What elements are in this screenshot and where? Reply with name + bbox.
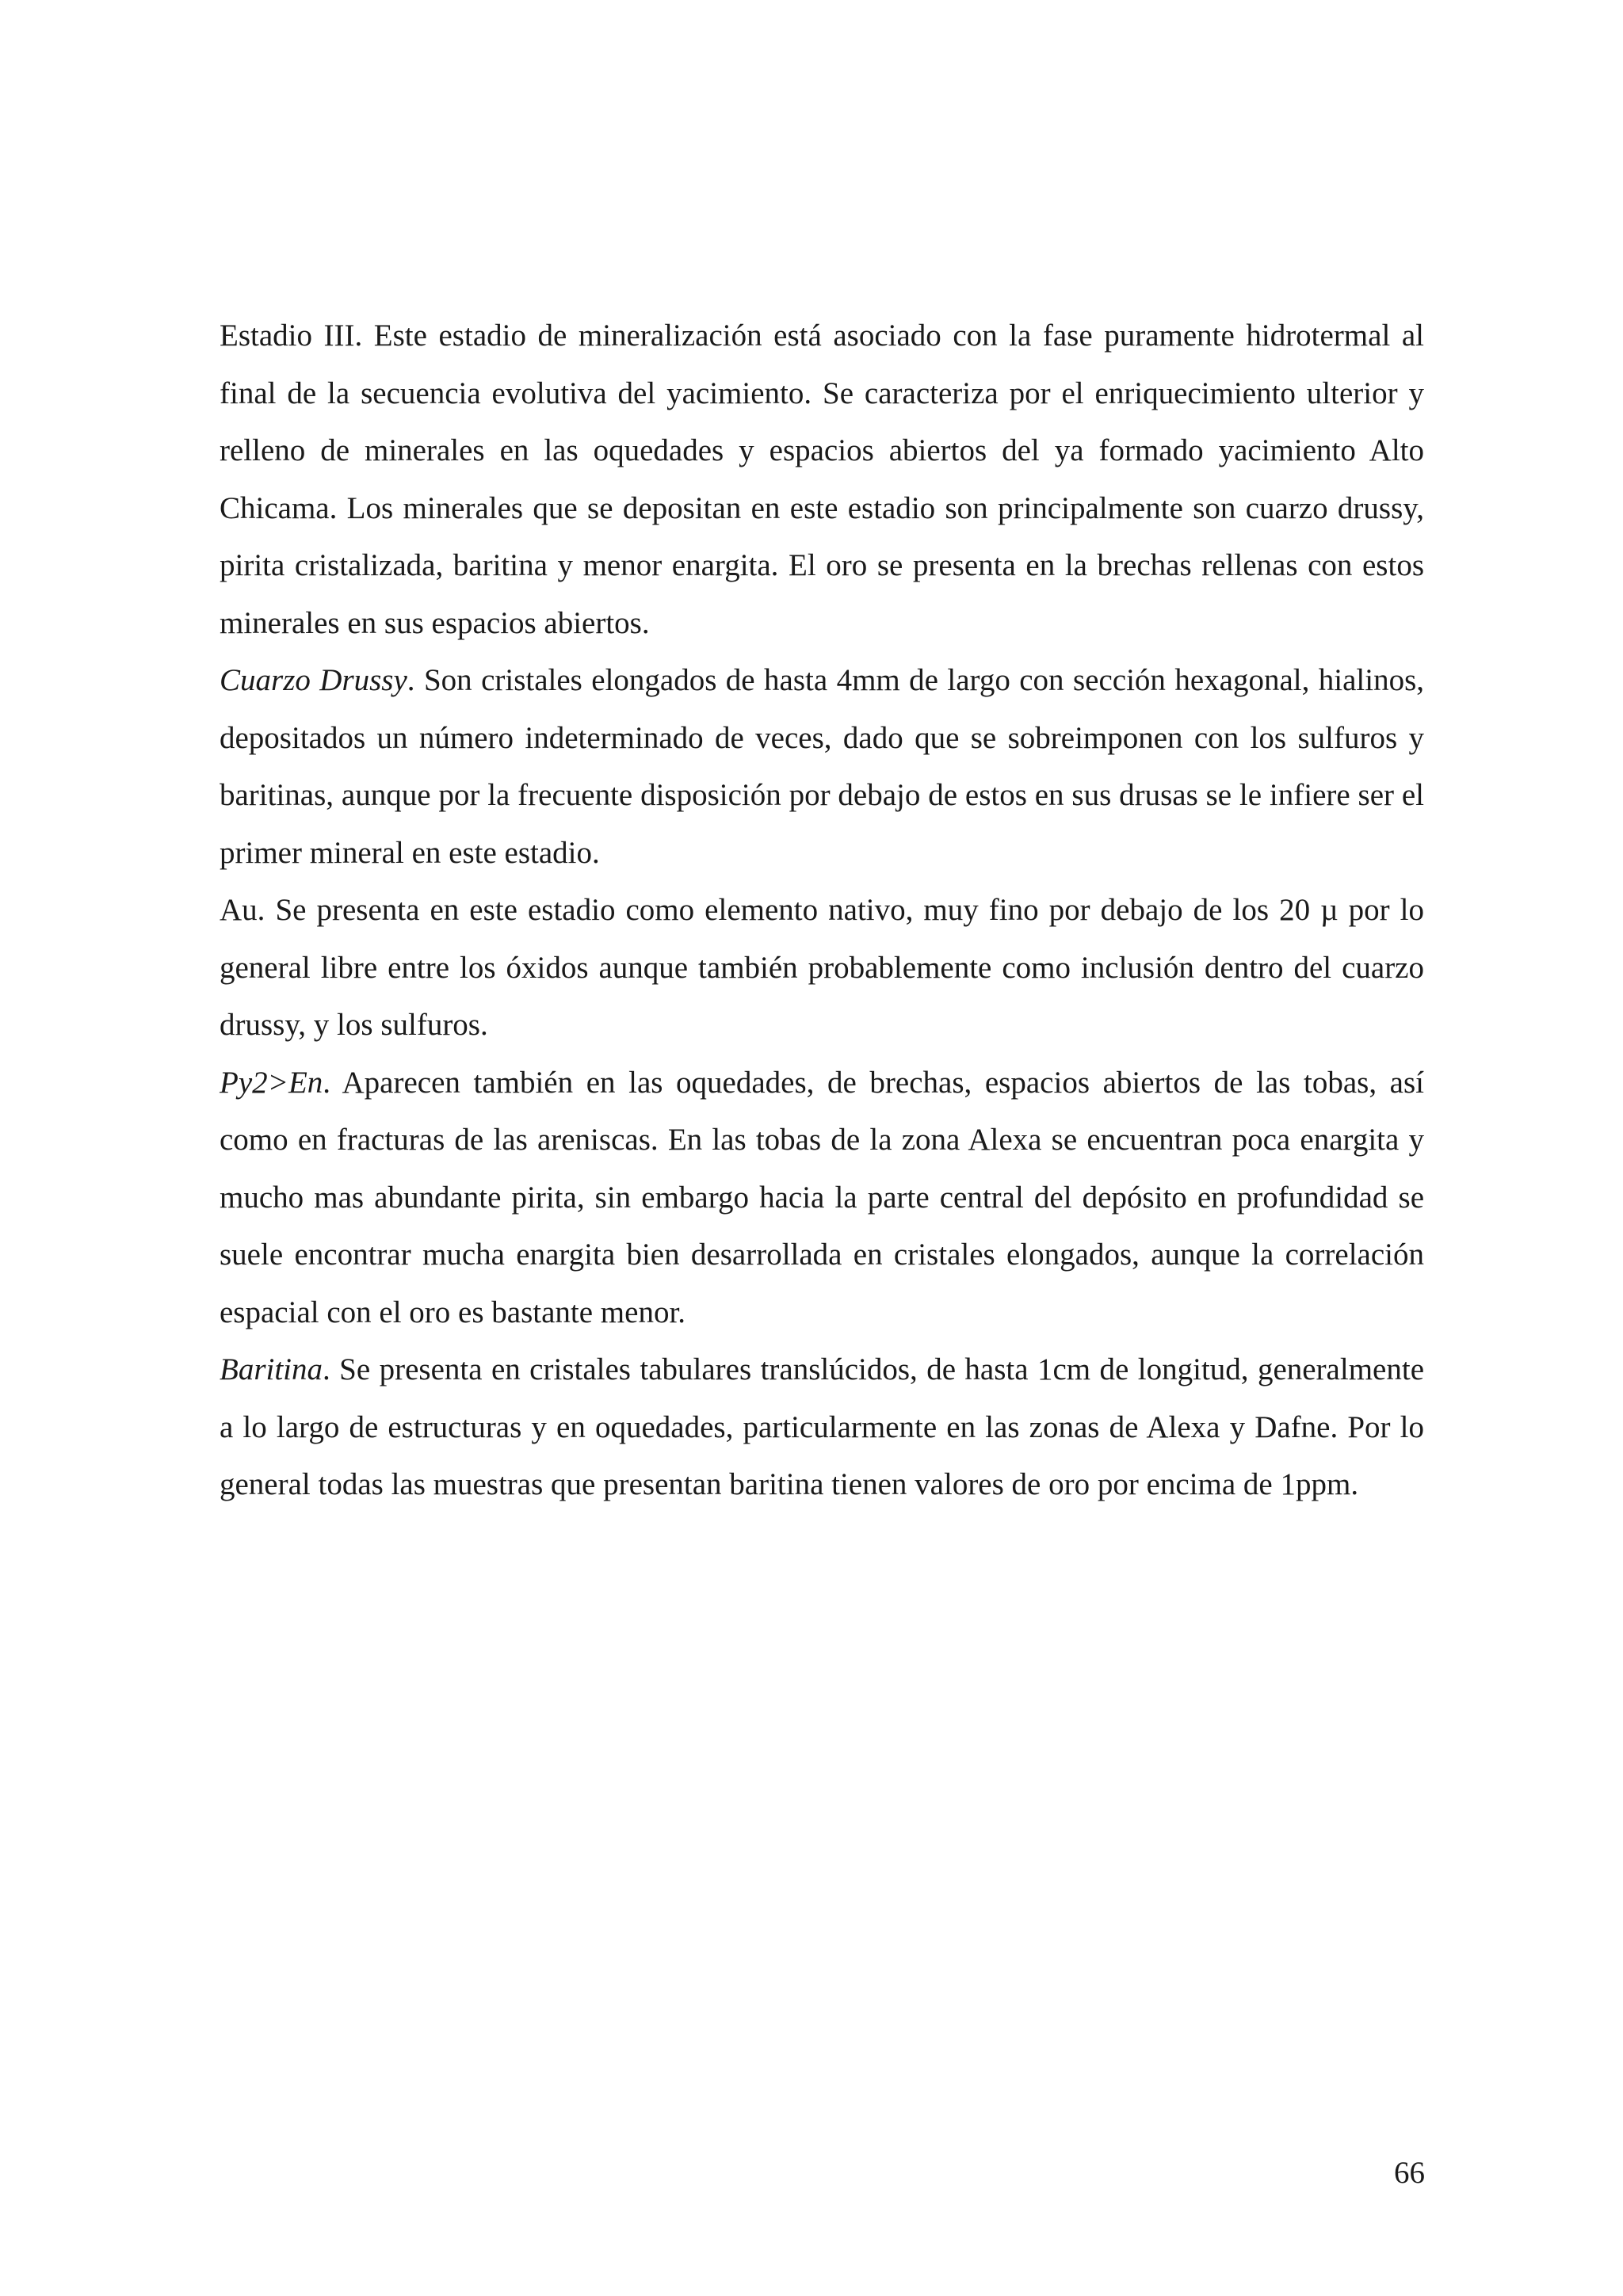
page-number: 66 xyxy=(1394,2156,1425,2190)
paragraph-text: . Son cristales elongados de hasta 4mm de largo con sección hexagonal, hialinos, depositados un número indeterminado de veces, dado que se sobreimponen con los sulfuros y baritinas, aunque por la frecuente disposición por debajo de estos en sus drusas se le infiere ser el primer mineral en este estadio. xyxy=(220,663,1425,870)
paragraph-estadio-iii xyxy=(220,307,1424,652)
body-text xyxy=(220,307,1424,1514)
paragraph-au xyxy=(220,882,1424,1055)
paragraph-term: Baritina xyxy=(220,1352,323,1386)
paragraph-text: . Aparecen también en las oquedades, de brechas, espacios abiertos de las tobas, así como en fracturas de las areniscas. En las tobas de la zona Alexa se encuentran poca enargita y mucho mas abundante pirita, sin embargo hacia la parte central del depósito en profundidad se suele encontrar mucha enargita bien desarrollada en cristales elongados, aunque la correlación espacial con el oro es bastante menor. xyxy=(220,1065,1424,1329)
paragraph-text: . Se presenta en cristales tabulares translúcidos, de hasta 1cm de longitud, generalmente a lo largo de estructuras y en oquedades, particularmente en las zonas de Alexa y Dafne. Por lo general todas las muestras que presentan baritina tienen valores de oro por encima de 1ppm. xyxy=(220,1352,1424,1501)
paragraph-py2-en xyxy=(220,1055,1424,1342)
paragraph-term: Cuarzo Drussy xyxy=(220,663,407,697)
paragraph-text: Au. Se presenta en este estadio como elemento nativo, muy fino por debajo de los 20 µ por lo general libre entre los óxidos aunque también probablemente como inclusión dentro del cuarzo drussy, y los sulfuros. xyxy=(220,893,1424,1042)
paragraph-term: Py2>En xyxy=(220,1065,323,1100)
paragraph-baritina xyxy=(220,1341,1424,1514)
paragraph-text: Estadio III. Este estadio de mineralización está asociado con la fase puramente hidrotermal al final de la secuencia evolutiva del yacimiento. Se caracteriza por el enriquecimiento ulterior y relleno de minerales en las oquedades y espacios abiertos del ya formado yacimiento Alto Chicama. Los minerales que se depositan en este estadio son principalmente son cuarzo drussy, pirita cristalizada, baritina y menor enargita. El oro se presenta en la brechas rellenas con estos minerales en sus espacios abiertos. xyxy=(220,318,1424,640)
paragraph-cuarzo-drussy xyxy=(220,652,1424,882)
